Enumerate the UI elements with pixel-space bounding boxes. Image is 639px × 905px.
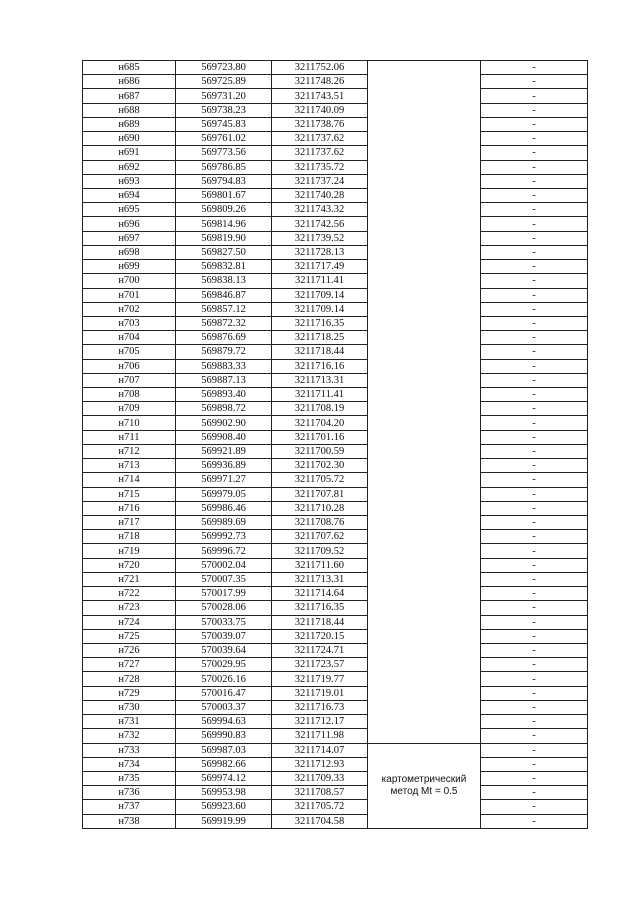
x-coordinate-cell: 570033.75 [176,615,272,629]
error-cell: - [481,316,588,330]
point-name-cell: н726 [83,643,176,657]
y-coordinate-cell: 3211737.62 [272,132,368,146]
error-cell: - [481,89,588,103]
point-name-cell: н708 [83,388,176,402]
table-row [83,103,588,117]
point-name-cell: н694 [83,188,176,202]
table-row [83,203,588,217]
error-cell: - [481,715,588,729]
x-coordinate-cell: 569879.72 [176,345,272,359]
point-name-cell: н695 [83,203,176,217]
x-coordinate-cell: 569971.27 [176,473,272,487]
x-coordinate-cell: 569872.32 [176,316,272,330]
y-coordinate-cell: 3211719.77 [272,672,368,686]
table-row [83,629,588,643]
table-row [83,245,588,259]
error-cell: - [481,743,588,757]
y-coordinate-cell: 3211701.16 [272,430,368,444]
point-name-cell: н734 [83,757,176,771]
y-coordinate-cell: 3211716.35 [272,316,368,330]
table-row [83,302,588,316]
table-row [83,274,588,288]
table-row [83,359,588,373]
coordinates-table-body [83,61,588,829]
y-coordinate-cell: 3211702.30 [272,459,368,473]
table-row [83,132,588,146]
x-coordinate-cell: 569723.80 [176,61,272,75]
x-coordinate-cell: 569761.02 [176,132,272,146]
point-name-cell: н719 [83,544,176,558]
table-row [83,643,588,657]
point-name-cell: н687 [83,89,176,103]
x-coordinate-cell: 569809.26 [176,203,272,217]
table-row [83,729,588,743]
x-coordinate-cell: 570039.07 [176,629,272,643]
table-row [83,558,588,572]
x-coordinate-cell: 569992.73 [176,530,272,544]
point-name-cell: н717 [83,516,176,530]
table-row [83,174,588,188]
y-coordinate-cell: 3211752.06 [272,61,368,75]
table-row [83,572,588,586]
x-coordinate-cell: 569745.83 [176,117,272,131]
x-coordinate-cell: 569832.81 [176,260,272,274]
table-row [83,316,588,330]
point-name-cell: н720 [83,558,176,572]
point-name-cell: н693 [83,174,176,188]
x-coordinate-cell: 569887.13 [176,373,272,387]
x-coordinate-cell: 569725.89 [176,75,272,89]
x-coordinate-cell: 570002.04 [176,558,272,572]
x-coordinate-cell: 569923.60 [176,800,272,814]
point-name-cell: н700 [83,274,176,288]
error-cell: - [481,160,588,174]
point-name-cell: н686 [83,75,176,89]
table-row [83,231,588,245]
table-row [83,487,588,501]
error-cell: - [481,601,588,615]
table-row [83,700,588,714]
y-coordinate-cell: 3211711.60 [272,558,368,572]
table-row [83,544,588,558]
error-cell: - [481,132,588,146]
table-row [83,146,588,160]
error-cell: - [481,146,588,160]
table-row [83,587,588,601]
point-name-cell: н715 [83,487,176,501]
error-cell: - [481,203,588,217]
point-name-cell: н690 [83,132,176,146]
y-coordinate-cell: 3211712.17 [272,715,368,729]
x-coordinate-cell: 569893.40 [176,388,272,402]
x-coordinate-cell: 569838.13 [176,274,272,288]
y-coordinate-cell: 3211705.72 [272,473,368,487]
table-row [83,615,588,629]
y-coordinate-cell: 3211719.01 [272,686,368,700]
error-cell: - [481,516,588,530]
error-cell: - [481,501,588,515]
error-cell: - [481,643,588,657]
x-coordinate-cell: 570028.06 [176,601,272,615]
error-cell: - [481,459,588,473]
table-row [83,260,588,274]
error-cell: - [481,245,588,259]
y-coordinate-cell: 3211742.56 [272,217,368,231]
y-coordinate-cell: 3211737.62 [272,146,368,160]
y-coordinate-cell: 3211711.41 [272,388,368,402]
point-name-cell: н730 [83,700,176,714]
error-cell: - [481,729,588,743]
x-coordinate-cell: 569908.40 [176,430,272,444]
x-coordinate-cell: 569819.90 [176,231,272,245]
table-row [83,715,588,729]
error-cell: - [481,345,588,359]
x-coordinate-cell: 569786.85 [176,160,272,174]
error-cell: - [481,658,588,672]
point-name-cell: н723 [83,601,176,615]
y-coordinate-cell: 3211718.44 [272,615,368,629]
point-name-cell: н699 [83,260,176,274]
table-row [83,814,588,828]
table-row [83,516,588,530]
x-coordinate-cell: 569794.83 [176,174,272,188]
error-cell: - [481,544,588,558]
y-coordinate-cell: 3211740.28 [272,188,368,202]
method-accuracy-text: метод Mt = 0.5 [390,785,458,797]
point-name-cell: н701 [83,288,176,302]
error-cell: - [481,373,588,387]
x-coordinate-cell: 569857.12 [176,302,272,316]
y-coordinate-cell: 3211718.44 [272,345,368,359]
point-name-cell: н692 [83,160,176,174]
x-coordinate-cell: 570017.99 [176,587,272,601]
y-coordinate-cell: 3211713.31 [272,373,368,387]
table-row [83,771,588,785]
point-name-cell: н712 [83,444,176,458]
y-coordinate-cell: 3211713.31 [272,572,368,586]
point-name-cell: н737 [83,800,176,814]
point-name-cell: н696 [83,217,176,231]
x-coordinate-cell: 569902.90 [176,416,272,430]
point-name-cell: н732 [83,729,176,743]
error-cell: - [481,331,588,345]
table-row [83,430,588,444]
y-coordinate-cell: 3211707.81 [272,487,368,501]
table-row [83,743,588,757]
x-coordinate-cell: 569883.33 [176,359,272,373]
y-coordinate-cell: 3211748.26 [272,75,368,89]
table-row [83,658,588,672]
x-coordinate-cell: 569987.03 [176,743,272,757]
method-name-text: картометрический [381,773,467,785]
x-coordinate-cell: 569974.12 [176,771,272,785]
y-coordinate-cell: 3211708.19 [272,402,368,416]
table-row [83,331,588,345]
error-cell: - [481,757,588,771]
point-name-cell: н685 [83,61,176,75]
point-name-cell: н738 [83,814,176,828]
point-name-cell: н721 [83,572,176,586]
error-cell: - [481,75,588,89]
x-coordinate-cell: 569846.87 [176,288,272,302]
point-name-cell: н733 [83,743,176,757]
y-coordinate-cell: 3211735.72 [272,160,368,174]
point-name-cell: н731 [83,715,176,729]
y-coordinate-cell: 3211720.15 [272,629,368,643]
table-row [83,117,588,131]
y-coordinate-cell: 3211714.64 [272,587,368,601]
error-cell: - [481,814,588,828]
y-coordinate-cell: 3211704.20 [272,416,368,430]
table-row [83,188,588,202]
error-cell: - [481,530,588,544]
table-row [83,402,588,416]
error-cell: - [481,672,588,686]
x-coordinate-cell: 570039.64 [176,643,272,657]
method-cell [368,743,481,828]
x-coordinate-cell: 569827.50 [176,245,272,259]
table-row [83,530,588,544]
y-coordinate-cell: 3211716.35 [272,601,368,615]
x-coordinate-cell: 569773.56 [176,146,272,160]
table-row [83,459,588,473]
x-coordinate-cell: 569921.89 [176,444,272,458]
table-row [83,686,588,700]
error-cell: - [481,260,588,274]
y-coordinate-cell: 3211709.14 [272,302,368,316]
y-coordinate-cell: 3211704.58 [272,814,368,828]
error-cell: - [481,61,588,75]
y-coordinate-cell: 3211711.98 [272,729,368,743]
y-coordinate-cell: 3211708.57 [272,786,368,800]
error-cell: - [481,629,588,643]
error-cell: - [481,103,588,117]
table-row [83,288,588,302]
point-name-cell: н710 [83,416,176,430]
point-name-cell: н713 [83,459,176,473]
y-coordinate-cell: 3211710.28 [272,501,368,515]
point-name-cell: н724 [83,615,176,629]
x-coordinate-cell: 570029.95 [176,658,272,672]
error-cell: - [481,388,588,402]
point-name-cell: н697 [83,231,176,245]
error-cell: - [481,430,588,444]
point-name-cell: н689 [83,117,176,131]
y-coordinate-cell: 3211708.76 [272,516,368,530]
x-coordinate-cell: 569919.99 [176,814,272,828]
error-cell: - [481,402,588,416]
table-row [83,345,588,359]
x-coordinate-cell: 569936.89 [176,459,272,473]
y-coordinate-cell: 3211739.52 [272,231,368,245]
error-cell: - [481,117,588,131]
point-name-cell: н736 [83,786,176,800]
x-coordinate-cell: 569814.96 [176,217,272,231]
point-name-cell: н728 [83,672,176,686]
y-coordinate-cell: 3211740.09 [272,103,368,117]
x-coordinate-cell: 569986.46 [176,501,272,515]
coordinates-table [82,60,588,829]
y-coordinate-cell: 3211724.71 [272,643,368,657]
error-cell: - [481,587,588,601]
table-row [83,388,588,402]
x-coordinate-cell: 569996.72 [176,544,272,558]
table-row [83,444,588,458]
y-coordinate-cell: 3211714.07 [272,743,368,757]
error-cell: - [481,473,588,487]
error-cell: - [481,686,588,700]
x-coordinate-cell: 569738.23 [176,103,272,117]
point-name-cell: н711 [83,430,176,444]
y-coordinate-cell: 3211728.13 [272,245,368,259]
table-row [83,757,588,771]
point-name-cell: н706 [83,359,176,373]
y-coordinate-cell: 3211709.33 [272,771,368,785]
point-name-cell: н698 [83,245,176,259]
y-coordinate-cell: 3211712.93 [272,757,368,771]
table-row [83,473,588,487]
point-name-cell: н729 [83,686,176,700]
y-coordinate-cell: 3211738.76 [272,117,368,131]
point-name-cell: н688 [83,103,176,117]
table-row [83,75,588,89]
table-row [83,800,588,814]
y-coordinate-cell: 3211709.14 [272,288,368,302]
y-coordinate-cell: 3211737.24 [272,174,368,188]
point-name-cell: н735 [83,771,176,785]
y-coordinate-cell: 3211705.72 [272,800,368,814]
error-cell: - [481,615,588,629]
x-coordinate-cell: 569982.66 [176,757,272,771]
point-name-cell: н702 [83,302,176,316]
x-coordinate-cell: 569731.20 [176,89,272,103]
point-name-cell: н691 [83,146,176,160]
point-name-cell: н725 [83,629,176,643]
error-cell: - [481,487,588,501]
error-cell: - [481,444,588,458]
error-cell: - [481,558,588,572]
point-name-cell: н703 [83,316,176,330]
point-name-cell: н727 [83,658,176,672]
point-name-cell: н716 [83,501,176,515]
x-coordinate-cell: 569898.72 [176,402,272,416]
point-name-cell: н705 [83,345,176,359]
table-row [83,601,588,615]
y-coordinate-cell: 3211700.59 [272,444,368,458]
table-row [83,672,588,686]
table-row [83,61,588,75]
table-row [83,373,588,387]
y-coordinate-cell: 3211709.52 [272,544,368,558]
point-name-cell: н709 [83,402,176,416]
x-coordinate-cell: 569989.69 [176,516,272,530]
error-cell: - [481,786,588,800]
point-name-cell: н714 [83,473,176,487]
error-cell: - [481,800,588,814]
error-cell: - [481,700,588,714]
error-cell: - [481,302,588,316]
error-cell: - [481,771,588,785]
table-row [83,786,588,800]
table-row [83,89,588,103]
point-name-cell: н722 [83,587,176,601]
error-cell: - [481,288,588,302]
x-coordinate-cell: 570026.16 [176,672,272,686]
y-coordinate-cell: 3211711.41 [272,274,368,288]
table-row [83,217,588,231]
x-coordinate-cell: 569876.69 [176,331,272,345]
table-row [83,160,588,174]
y-coordinate-cell: 3211717.49 [272,260,368,274]
method-cell-empty [368,61,481,744]
y-coordinate-cell: 3211707.62 [272,530,368,544]
error-cell: - [481,188,588,202]
table-row [83,501,588,515]
x-coordinate-cell: 569953.98 [176,786,272,800]
error-cell: - [481,174,588,188]
y-coordinate-cell: 3211743.51 [272,89,368,103]
error-cell: - [481,274,588,288]
error-cell: - [481,416,588,430]
x-coordinate-cell: 570007.35 [176,572,272,586]
table-row [83,416,588,430]
x-coordinate-cell: 570003.37 [176,700,272,714]
y-coordinate-cell: 3211718.25 [272,331,368,345]
x-coordinate-cell: 569801.67 [176,188,272,202]
x-coordinate-cell: 569994.63 [176,715,272,729]
point-name-cell: н704 [83,331,176,345]
point-name-cell: н707 [83,373,176,387]
x-coordinate-cell: 570016.47 [176,686,272,700]
y-coordinate-cell: 3211743.32 [272,203,368,217]
error-cell: - [481,217,588,231]
y-coordinate-cell: 3211716.73 [272,700,368,714]
y-coordinate-cell: 3211716.16 [272,359,368,373]
point-name-cell: н718 [83,530,176,544]
x-coordinate-cell: 569979.05 [176,487,272,501]
error-cell: - [481,572,588,586]
error-cell: - [481,359,588,373]
error-cell: - [481,231,588,245]
y-coordinate-cell: 3211723.57 [272,658,368,672]
document-page [82,60,587,829]
x-coordinate-cell: 569990.83 [176,729,272,743]
